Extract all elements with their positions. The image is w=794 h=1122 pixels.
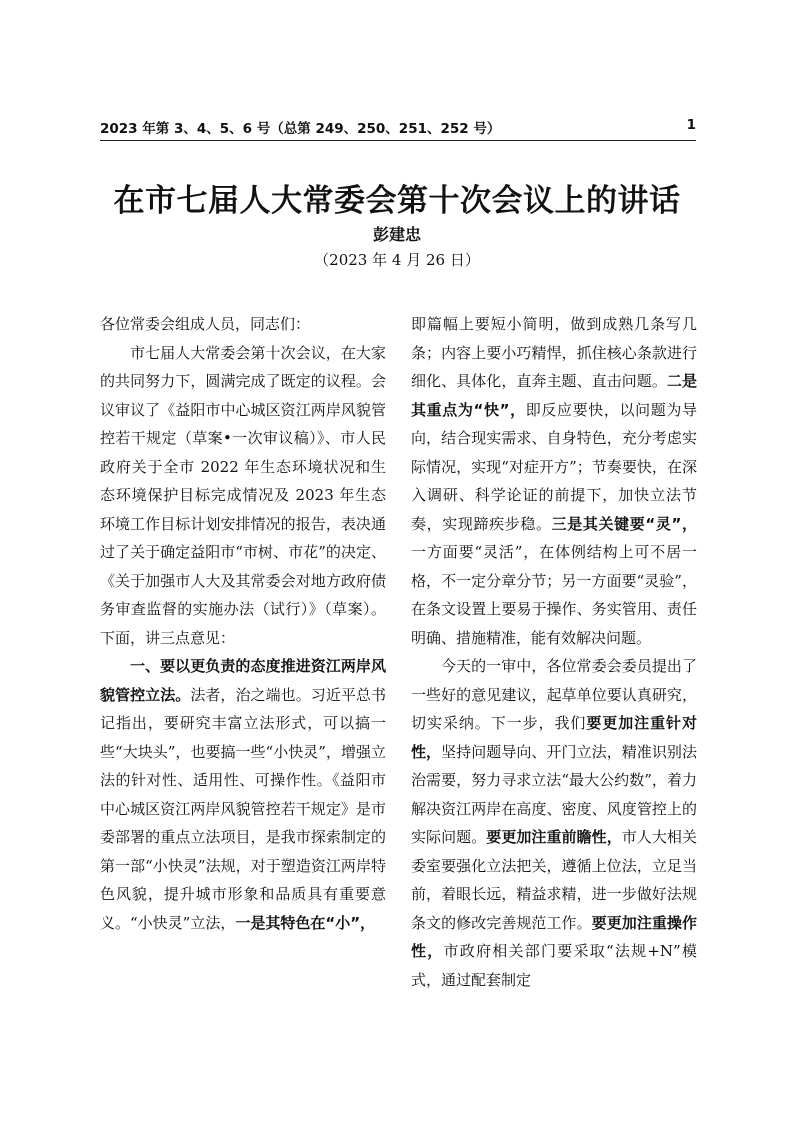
salutation: 各位常委会组成人员，同志们： [100, 315, 311, 333]
body-column-left [100, 310, 386, 937]
paragraph-text: 市政府相关部门要采取“法规+N”模式，通过配套制定 [411, 942, 697, 989]
header-rule [100, 140, 696, 141]
paragraph-text: 即篇幅上要短小简明，做到成熟几条写几条；内容上要小巧精悍，抓住核心条款进行细化、具体化，直奔主题、直击问题。 [411, 315, 697, 390]
point-heading: 三是其关键要“灵”， [551, 514, 697, 533]
body-column-right [411, 310, 697, 994]
paragraph-section-one [100, 652, 386, 937]
point-heading: 二是其重点为“快”， [411, 372, 697, 419]
paragraph-text: 一方面要“灵活”，在体例结构上可不居一格，不一定分章分节；另一方面要“灵验”，在条文设置上要易于操作、务实管用、责任明确、措施精准，能有效解决问题。 [411, 543, 697, 647]
paragraph-text: 今天的一审中，各位常委会委员提出了一些好的意见建议，起草单位要认真研究，切实采纳。下一步，我们 [411, 657, 697, 732]
author: 彭建忠 [372, 225, 421, 244]
paragraph-intro: 市七届人大常委会第十次会议，在大家的共同努力下，圆满完成了既定的议程。会议审议了《益阳市中心城区资江两岸风貌管控若干规定（草案•一次审议稿）》、市人民政府关于全市 2022 年生态环境状况和生态环境保护目标完成情况及 2023 年生态环境工作目标计划安排情况的报告，表决通过了关于确定益阳市“市树、市花”的决定、《关于加强市人大及其常委会对地方政府债务审查监督的实施办法（试行）》（草案）。下面，讲三点意见： [100, 343, 386, 647]
page-number: 1 [686, 117, 696, 133]
section-heading: 一、要以更负责的态度推进资江两岸风貌管控立法。 [100, 657, 386, 704]
paragraph-text: 市人大相关委室要强化立法把关，遵循上位法，立足当前，着眼长远，精益求精，进一步做好法规条文的修改完善规范工作。 [411, 828, 697, 932]
point-heading: 要更加注重操作性， [411, 913, 697, 960]
point-heading: 要更加注重前瞻性， [486, 828, 622, 846]
paragraph-next-steps [411, 652, 697, 994]
point-heading: 一是其特色在“小”， [235, 913, 376, 932]
paragraph-continued [411, 310, 697, 652]
speech-date: （2023 年 4 月 26 日） [314, 251, 480, 269]
running-header [100, 117, 696, 139]
point-heading: 要更加注重针对性， [411, 714, 697, 761]
paragraph-text: 坚持问题导向、开门立法，精准识别法治需要，努力寻求立法“最大公约数”，着力解决资江两岸在高度、密度、风度管控上的实际问题。 [411, 742, 697, 846]
paragraph-text: 即反应要快，以问题为导向，结合现实需求、自身特色，充分考虑实际情况，实现“对症开方”；节奏要快，在深入调研、科学论证的前提下，加快立法节奏，实现蹄疾步稳。 [411, 400, 697, 533]
paragraph-text: 法者，治之端也。习近平总书记指出，要研究丰富立法形式，可以搞一些“大块头”，也要搞一些“小快灵”，增强立法的针对性、适用性、可操作性。《益阳市中心城区资江两岸风貌管控若干规定》是市委部署的重点立法项目，是我市探索制定的第一部“小快灵”法规，对于塑造资江两岸特色风貌，提升城市形象和品质具有重要意义。“小快灵”立法， [100, 685, 386, 932]
issue-info: 2023 年第 3、4、5、6 号（总第 249、250、251、252 号） [100, 121, 501, 137]
article-title: 在市七届人大常委会第十次会议上的讲话 [113, 183, 681, 219]
